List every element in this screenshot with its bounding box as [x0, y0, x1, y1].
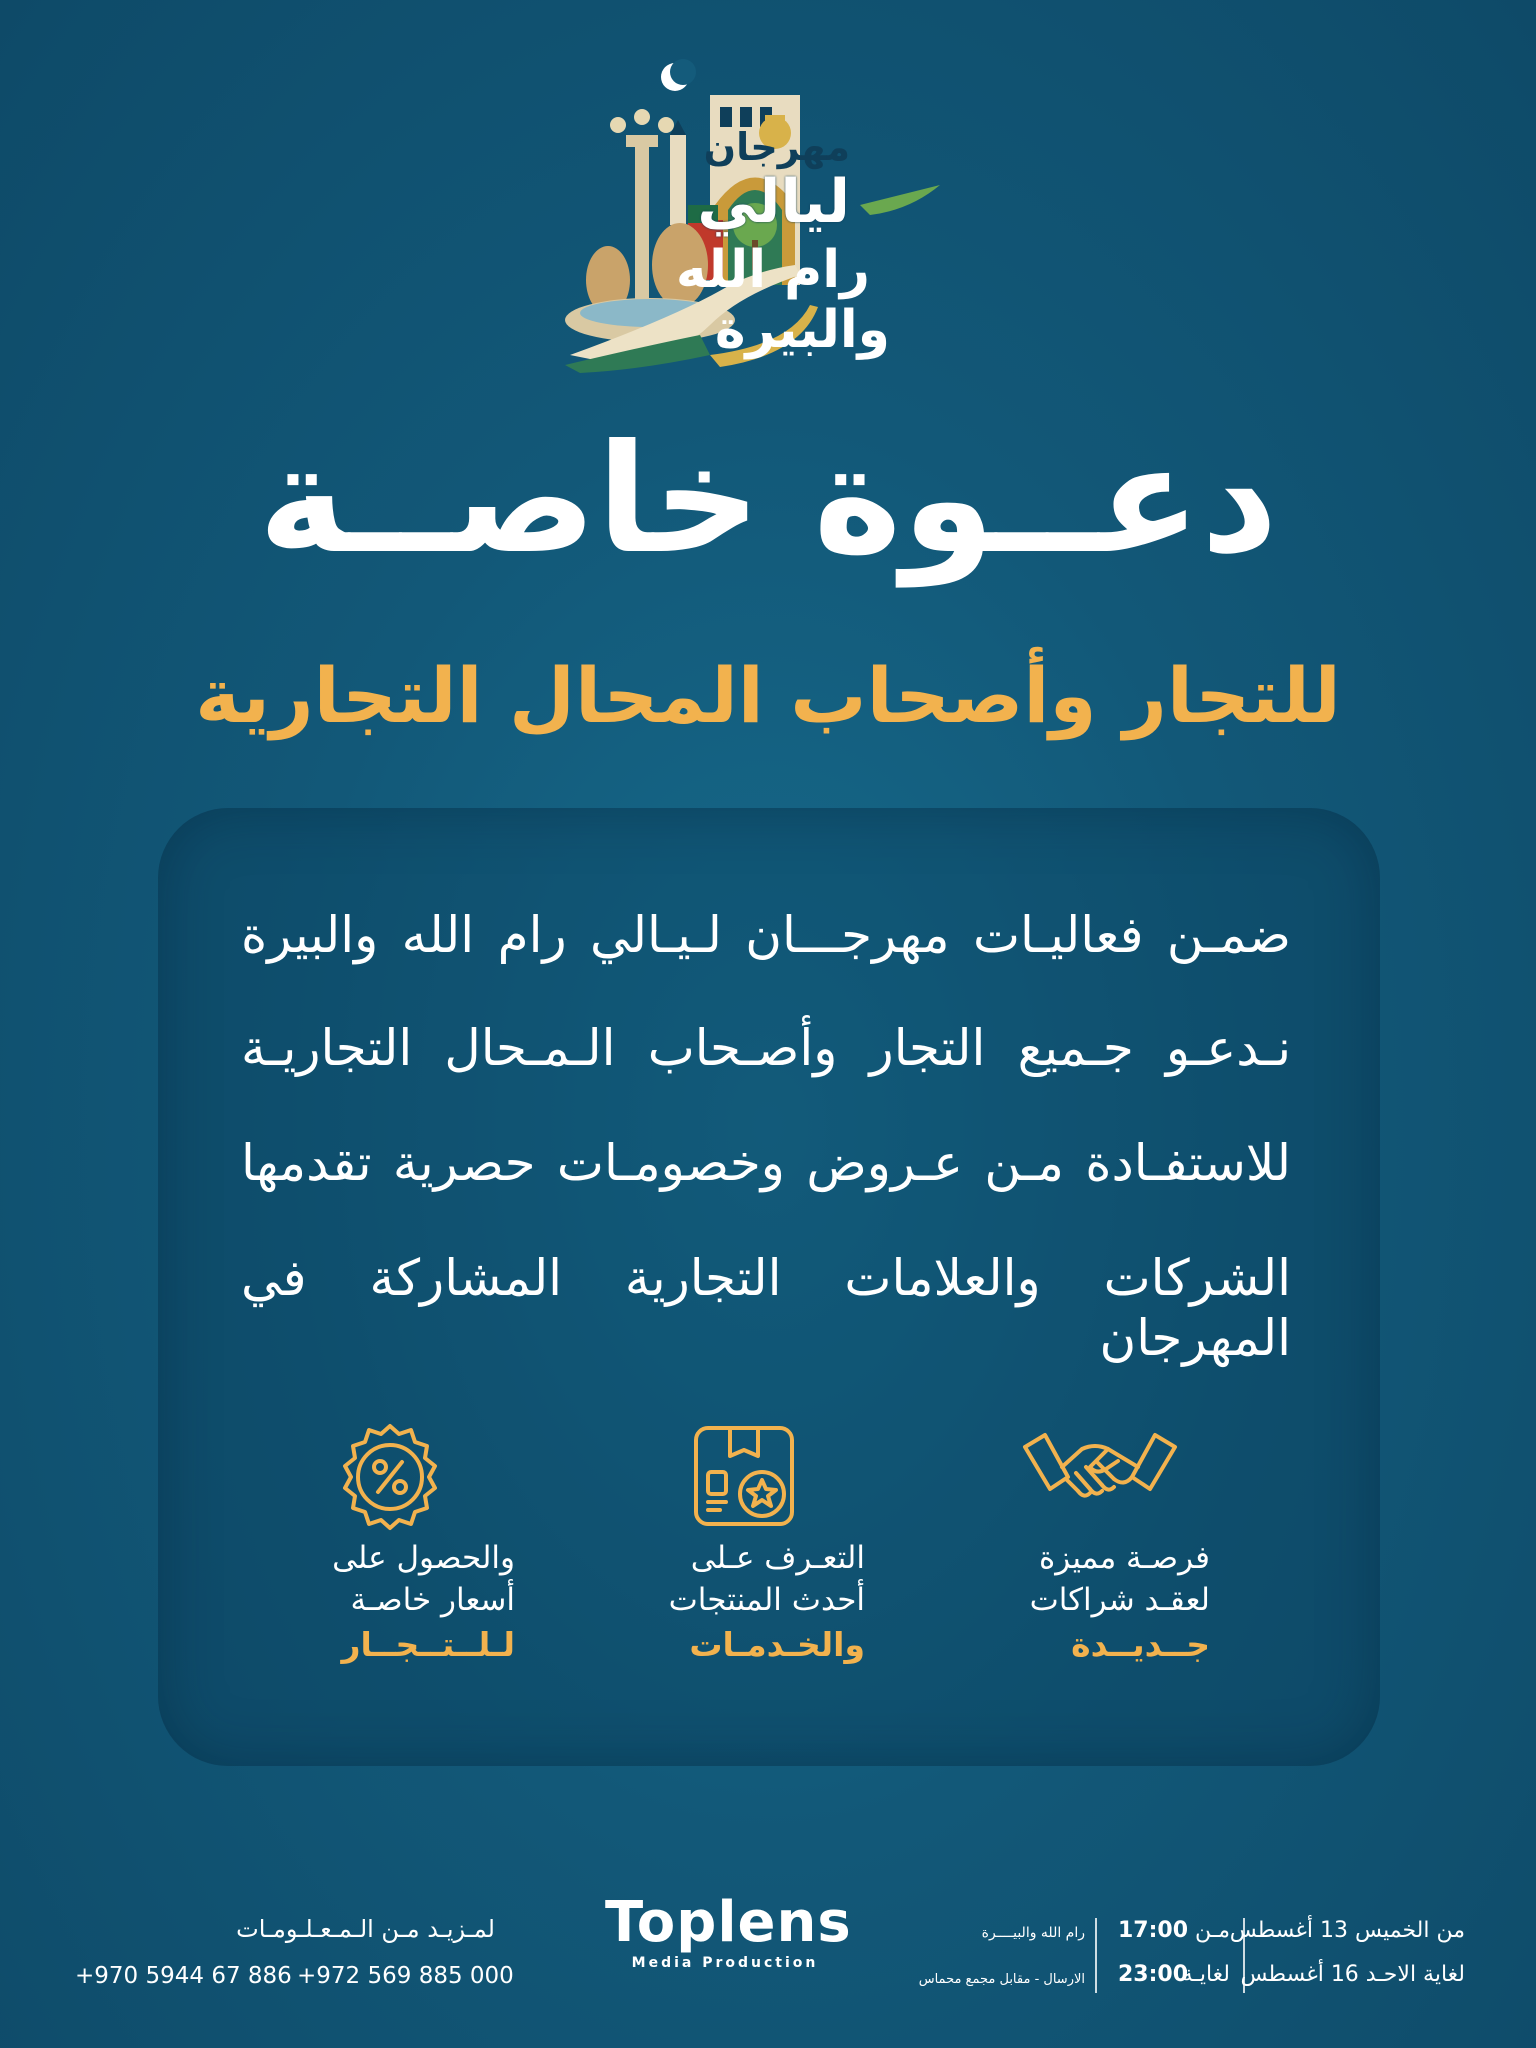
time-to: 23:00: [1118, 1962, 1189, 1987]
time-from-label: مـن: [1195, 1918, 1230, 1943]
date-to: لغاية الاحـد 16 أغسطس: [1240, 1962, 1465, 1987]
feature-partnerships: [950, 1420, 1210, 1668]
feature-products-line1: التعـرف عـلى: [690, 1540, 865, 1576]
time-to-label: لغايـة: [1181, 1962, 1230, 1987]
date-from: من الخميس 13 أغسطس: [1229, 1918, 1465, 1943]
brand-logo: [605, 1890, 852, 1971]
brand-name: Toplens: [605, 1890, 852, 1955]
feature-products-line2: أحدث المنتجات: [668, 1581, 865, 1618]
festival-logo: [560, 55, 980, 375]
event-venue: الارسال - مقابل مجمع محماس: [918, 1972, 1085, 1987]
feature-partnerships-line2: لعقـد شراكات: [1029, 1581, 1210, 1618]
body-line-2: نـدعـو جـميع التجار وأصـحاب الـمـحال التجاريـة: [241, 1019, 1291, 1077]
logo-line-festival: مهرجان: [703, 125, 850, 169]
feature-special-prices-highlight: لـلــتــجــار: [341, 1624, 515, 1664]
more-info-label: لمـزيـد مـن الـمـعـلـومـات: [236, 1915, 495, 1943]
logo-line-ramallah: رام الله: [675, 240, 870, 300]
discount-badge-icon: [335, 1422, 445, 1536]
footer-divider-1: [1095, 1918, 1097, 1993]
body-line-3: للاستفـادة مـن عـروض وخصومـات حصرية تقدمها: [241, 1134, 1291, 1192]
body-line-1: ضمـن فعاليـات مهرجـــان لـيـالي رام الله والبيرة: [241, 906, 1291, 964]
body-line-4: الشركات والعلامات التجارية المشاركة في المهرجان: [241, 1249, 1291, 1367]
brand-tagline: Media Production: [631, 1955, 819, 1971]
logo-line-nights: ليالي: [697, 167, 850, 237]
handshake-icon: [1020, 1417, 1180, 1531]
page-title: دعــوة خاصــة: [258, 413, 1278, 587]
page-subtitle: للتجار وأصحاب المحال التجارية: [195, 651, 1341, 740]
phone-number-2[interactable]: +972 569 885 000: [297, 1963, 514, 1989]
product-box-star-icon: [690, 1422, 800, 1536]
feature-special-prices: [255, 1420, 515, 1668]
feature-partnerships-highlight: جــديــدة: [1071, 1624, 1210, 1664]
time-from: 17:00: [1118, 1918, 1189, 1943]
phone-number-1[interactable]: +970 5944 67 886: [75, 1963, 292, 1989]
event-location: رام الله والبيــــرة: [981, 1925, 1085, 1941]
feature-products: [605, 1420, 865, 1668]
feature-special-prices-line1: والحصول على: [332, 1540, 515, 1576]
feature-special-prices-line2: أسعار خاصـة: [350, 1581, 515, 1618]
feature-products-highlight: والخـدمـات: [689, 1624, 865, 1664]
logo-line-albireh: والبيرة: [714, 300, 890, 360]
feature-partnerships-line1: فرصـة مميزة: [1038, 1540, 1210, 1576]
